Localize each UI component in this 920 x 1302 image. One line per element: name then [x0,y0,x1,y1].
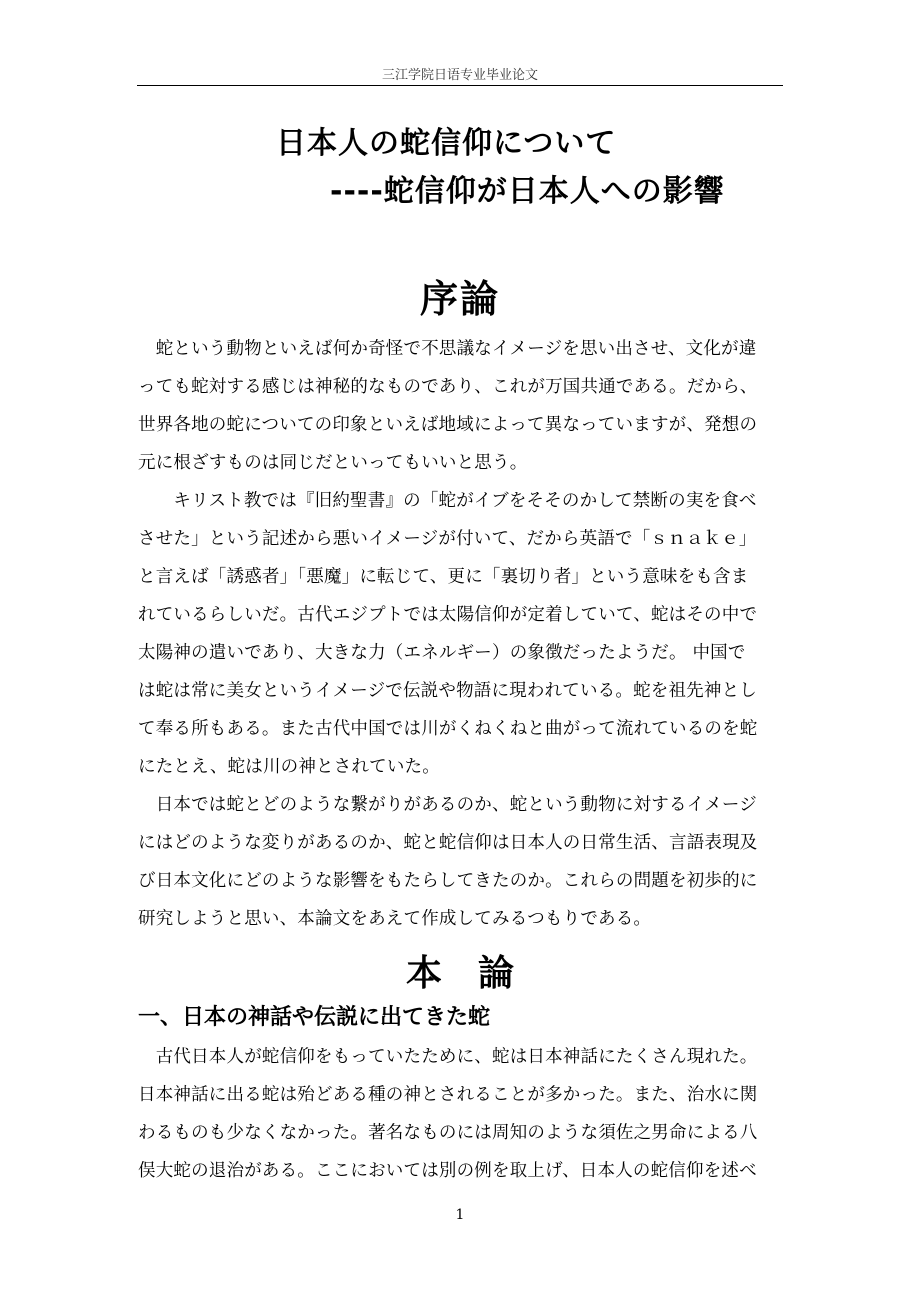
intro-line: は蛇は常に美女というイメージで伝説や物語に現われている。蛇を祖先神とし [138,681,757,701]
title-line-1: 日本人の蛇信仰について [276,126,617,161]
main-line: 古代日本人が蛇信仰をもっていたために、蛇は日本神話にたくさん現れた。 [138,1047,758,1067]
main-heading-part1: 本 [405,953,442,994]
intro-line: 蛇という動物といえば何か奇怪で不思議なイメージを思い出させ、文化が違 [138,339,757,359]
intro-line: 元に根ざすものは同じだといってもいいと思う。 [138,453,528,473]
intro-line: キリスト教では『旧約聖書』の「蛇がイブをそそのかして禁断の実を食べ [138,491,757,511]
intro-line: にたとえ、蛇は川の神とされていた。 [138,757,440,777]
page-header: 三江学院日语专业毕业论文 [381,68,538,83]
intro-line: っても蛇対する感じは神秘的なものであり、これが万国共通である。だから、 [138,377,758,397]
section-1-title: 一、日本の神話や伝説に出てきた蛇 [138,1005,491,1030]
page-number: 1 [455,1207,465,1223]
intro-line: れているらしいだ。古代エジプトでは太陽信仰が定着していて、蛇はその中で [138,605,758,625]
intro-line: 日本では蛇とどのような繋がりがあるのか、蛇という動物に対するイメージ [138,795,757,815]
main-line: 俣大蛇の退治がある。ここにおいては別の例を取上げ、日本人の蛇信仰を述べ [138,1161,757,1181]
main-line: わるものも少なくなかった。著名なものには周知のような須佐之男命による八 [138,1123,758,1143]
main-body [138,1038,798,1190]
main-heading-part2: 論 [478,953,515,994]
intro-line: 太陽神の遣いであり、大きな力（エネルギー）の象徴だったようだ。 中国で [138,643,746,663]
intro-line: て奉る所もある。また古代中国では川がくねくねと曲がって流れているのを蛇 [138,719,758,739]
intro-body [138,330,788,938]
title-line-2: ----蛇信仰が日本人への影響 [330,174,725,209]
intro-line: と言えば「誘惑者」「悪魔」に転じて、更に「裏切り者」という意味をも含ま [138,567,749,587]
main-heading [0,945,920,996]
intro-line: させた」という記述から悪いイメージが付いて、だから英語で「ｓｎａｋｅ」 [138,529,757,549]
intro-line: び日本文化にどのような影響をもたらしてきたのか。これらの問題を初歩的に [138,871,758,891]
intro-line: 世界各地の蛇についての印象といえば地域によって異なっていますが、発想の [138,415,758,435]
intro-line: 研究しようと思い、本論文をあえて作成してみるつもりである。 [138,909,652,929]
intro-heading: 序論 [419,277,500,321]
intro-line: にはどのような変りがあるのか、蛇と蛇信仰は日本人の日常生活、言語表現及 [138,833,758,853]
header-rule [137,85,783,86]
main-line: 日本神話に出る蛇は殆どある種の神とされることが多かった。また、治水に関 [138,1085,758,1105]
